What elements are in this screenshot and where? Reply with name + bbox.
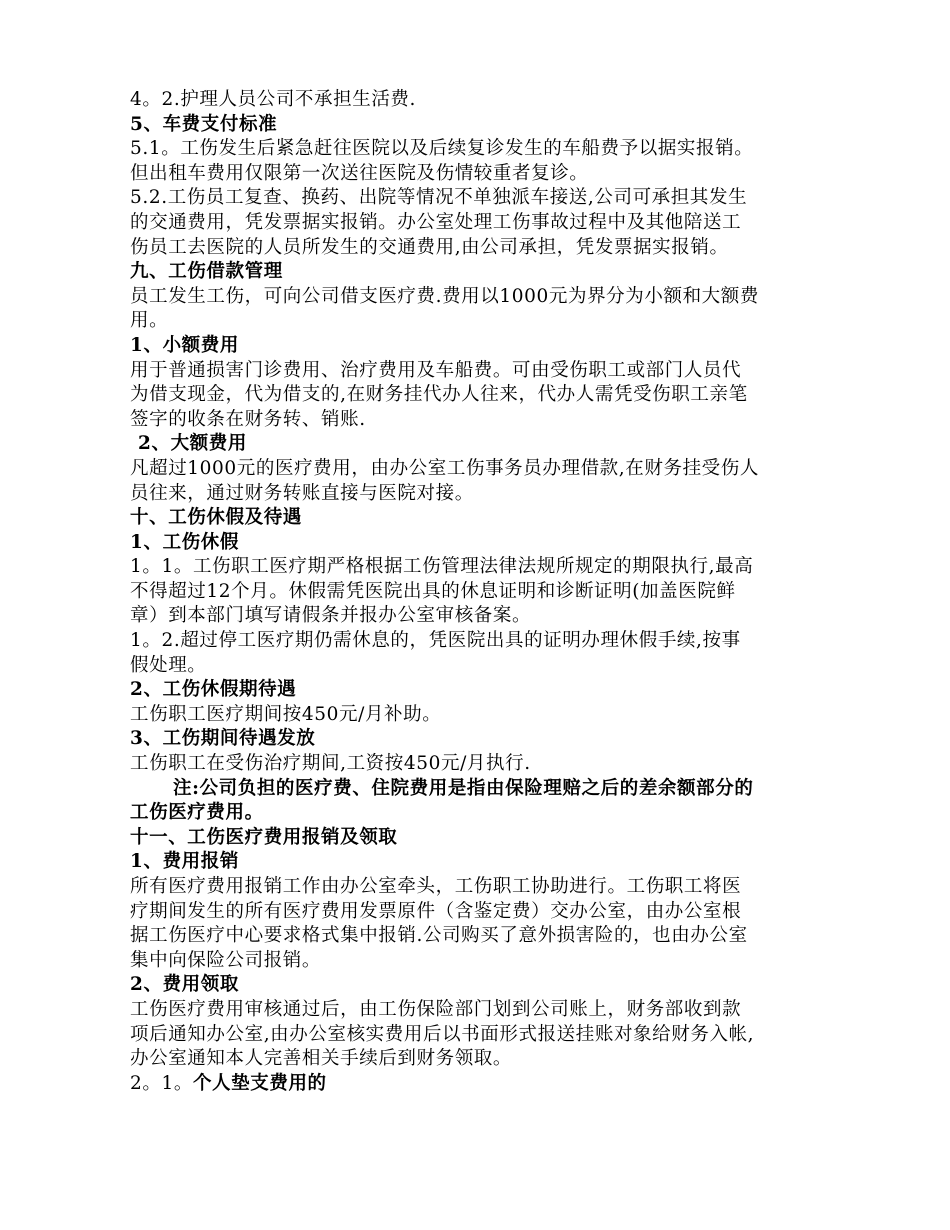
paragraph-line: 用于普通损害门诊费用、治疗费用及车船费。可由受伤职工或部门人员代	[130, 359, 742, 381]
section-heading: 1、费用报销	[130, 851, 239, 873]
section-heading: 2、工伤休假期待遇	[130, 679, 297, 701]
paragraph-line: 工伤职工在受伤治疗期间,工资按450元/月执行.	[130, 753, 531, 775]
paragraph-line: 5.2.工伤员工复查、换药、出院等情况不单独派车接送,公司可承担其发生	[130, 187, 748, 209]
paragraph-line: 签字的收条在财务转、销账.	[130, 408, 366, 430]
paragraph-line: 凡超过1000元的医疗费用，由办公室工伤事务员办理借款,在财务挂受伤人	[130, 457, 759, 479]
paragraph-line: 为借支现金，代为借支的,在财务挂代办人往来，代办人需凭受伤职工亲笔	[130, 384, 748, 406]
paragraph-line: 员往来，通过财务转账直接与医院对接。	[130, 482, 474, 504]
paragraph-line: 工伤职工医疗期间按450元/月补助。	[130, 703, 442, 725]
section-heading: 3、工伤期间待遇发放	[130, 728, 316, 750]
paragraph-line: 5.1。工伤发生后紧急赶往医院以及后续复诊发生的车船费予以据实报销。	[130, 138, 754, 160]
paragraph-line: 但出租车费用仅限第一次送往医院及伤情较重者复诊。	[130, 162, 589, 184]
paragraph-line: 章）到本部门填写请假条并报办公室审核备案。	[130, 605, 532, 627]
paragraph-line: 项后通知办公室,由办公室核实费用后以书面形式报送挂账对象给财务入帐,	[130, 1023, 755, 1045]
line-prefix: 2。1。	[130, 1072, 193, 1094]
paragraph-line: 1。1。工伤职工医疗期严格根据工伤管理法律法规所规定的期限执行,最高	[130, 556, 754, 578]
section-heading: 注:公司负担的医疗费、住院费用是指由保险理赔之后的差余额部分的	[173, 777, 754, 799]
section-heading: 十、工伤休假及待遇	[130, 507, 302, 529]
paragraph-line: 所有医疗费用报销工作由办公室牵头，工伤职工协助进行。工伤职工将医	[130, 876, 742, 897]
section-heading: 5、车费支付标准	[130, 113, 278, 135]
section-heading: 2、费用领取	[130, 974, 239, 996]
section-heading: 2、大额费用	[138, 433, 247, 455]
paragraph-line: 不得超过12个月。休假需凭医院出具的休息证明和诊断证明(加盖医院鲜	[130, 580, 736, 602]
paragraph-line: 集中向保险公司报销。	[130, 949, 322, 971]
paragraph-line: 疗期间发生的所有医疗费用发票原件（含鉴定费）交办公室，由办公室根	[130, 900, 742, 922]
paragraph-line: 据工伤医疗中心要求格式集中报销.公司购买了意外损害险的，也由办公室	[130, 925, 748, 947]
document-page	[130, 88, 845, 1096]
section-heading: 1、工伤休假	[130, 531, 239, 553]
paragraph-line: 假处理。	[130, 654, 207, 676]
paragraph-line: 的交通费用，凭发票据实报销。办公室处理工伤事故过程中及其他陪送工	[130, 211, 742, 233]
paragraph-line: 办公室通知本人完善相关手续后到财务领取。	[130, 1048, 513, 1070]
paragraph-line	[130, 1072, 845, 1097]
paragraph-line: 伤员工去医院的人员所发生的交通费用,由公司承担，凭发票据实报销。	[130, 236, 729, 258]
section-heading: 九、工伤借款管理	[130, 261, 283, 283]
paragraph-line: 工伤医疗费用审核通过后，由工伤保险部门划到公司账上，财务部收到款	[130, 998, 742, 1020]
paragraph-line: 员工发生工伤，可向公司借支医疗费.费用以1000元为界分为小额和大额费	[130, 285, 759, 307]
paragraph-line: 4。2.护理人员公司不承担生活费.	[130, 89, 417, 110]
paragraph-line: 用。	[130, 310, 169, 332]
paragraph-line: 1。2.超过停工医疗期仍需休息的，凭医院出具的证明办理休假手续,按事	[130, 630, 741, 652]
section-heading: 工伤医疗费用。	[130, 802, 264, 824]
section-heading: 十一、工伤医疗费用报销及领取	[130, 826, 398, 848]
line-bold-text: 个人垫支费用的	[192, 1072, 327, 1094]
section-heading: 1、小额费用	[130, 334, 239, 356]
